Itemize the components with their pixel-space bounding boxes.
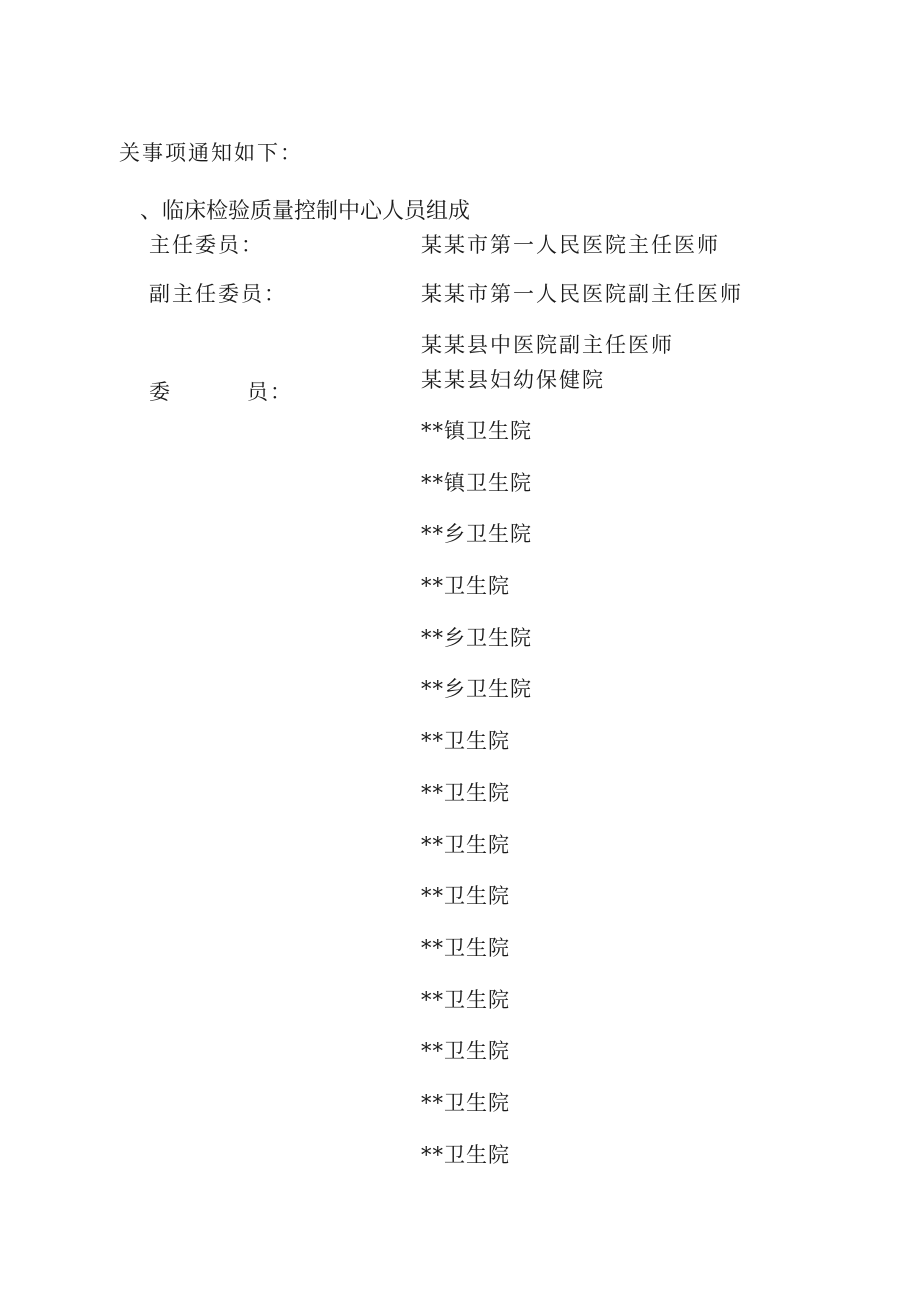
list-item: **镇卫生院 (421, 470, 532, 495)
list-item: **卫生院 (421, 935, 510, 960)
list-item: **乡卫生院 (421, 625, 532, 650)
member-label-right: 员： (247, 380, 293, 404)
list-item: **卫生院 (421, 1090, 510, 1115)
list-item: **卫生院 (421, 729, 510, 754)
list-item: **镇卫生院 (421, 419, 532, 443)
director-label: 主任委员： (149, 233, 264, 257)
list-item: **卫生院 (421, 574, 510, 599)
list-item: **乡卫生院 (421, 522, 532, 547)
section-heading: 、临床检验质量控制中心人员组成 (140, 199, 471, 224)
list-item: **卫生院 (421, 832, 510, 857)
list-item: **卫生院 (421, 1039, 510, 1064)
list-item: **卫生院 (421, 1142, 510, 1167)
list-item: **卫生院 (421, 780, 510, 805)
member-first-value: 某某县中医院副主任医师 (421, 333, 674, 357)
director-value: 某某市第一人民医院主任医师 (421, 233, 720, 257)
list-item: **卫生院 (421, 884, 510, 909)
member-label-left: 委 (149, 380, 172, 404)
list-item: **卫生院 (421, 987, 510, 1012)
member-second-value: 某某县妇幼保健院 (421, 368, 605, 392)
vice-director-label: 副主任委员： (149, 282, 287, 306)
vice-director-value: 某某市第一人民医院副主任医师 (421, 282, 743, 306)
list-item: **乡卫生院 (421, 677, 532, 702)
member-list (421, 418, 532, 1193)
intro-text: 关事项通知如下： (119, 141, 303, 165)
